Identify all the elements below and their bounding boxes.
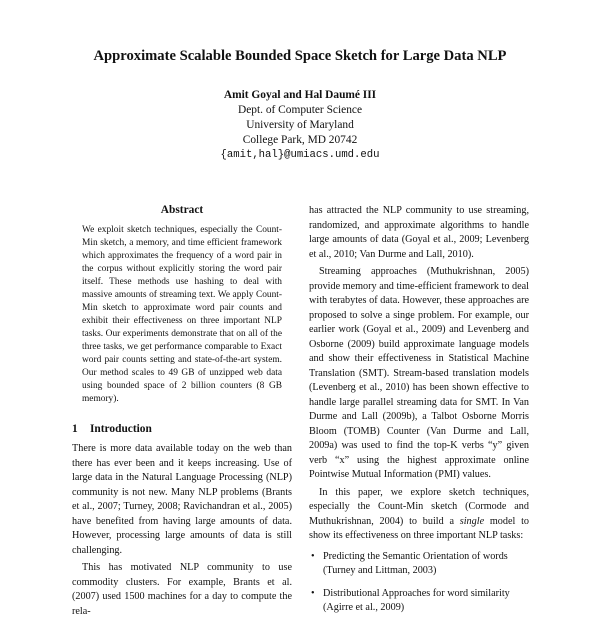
this-paper-paragraph (309, 486, 529, 544)
left-column (72, 204, 292, 619)
section-title: Introduction (90, 423, 152, 435)
section-heading-introduction (72, 423, 292, 435)
paragraph-continued: has attracted the NLP community to use streaming, randomized, and approximate algorithms to handle large amounts of data (Goyal et al., 2009; Levenberg et al., 2010; Van Durme and Lall, 2010). (309, 205, 529, 260)
task-list-item (309, 550, 529, 579)
task-title: Distributional Approaches for word similarity (323, 587, 510, 599)
task-list (309, 550, 529, 616)
this-paper-text-b: model to show its effectiveness on three important NLP tasks: (309, 515, 529, 541)
affiliation-university: University of Maryland (246, 119, 354, 131)
section-number: 1 (72, 423, 78, 435)
author-email: {amit,hal}@umiacs.umd.edu (220, 149, 380, 161)
paper-title: Approximate Scalable Bounded Space Sketch for Large Data NLP (93, 48, 507, 64)
task-citation: (Agirre et al., 2009) (323, 602, 405, 613)
right-column (309, 204, 529, 624)
author-names: Amit Goyal and Hal Daumé III (223, 89, 377, 101)
intro-paragraph-1: There is more data available today on the web than there has ever been and it keeps increasing. Use of large data in the Natural Language Processing (NLP) community is not new. Many NLP problems (Brants et al., 2007; Turney, 2008; Ravichandran et al., 2005) have benefited from having large amounts of data. However, processing large amounts of data is still challenging. (72, 443, 292, 556)
task-title: Predicting the Semantic Orientation of words (323, 550, 508, 562)
task-list-item (309, 587, 529, 616)
affiliation-dept: Dept. of Computer Science (238, 104, 362, 116)
task-citation: (Turney and Littman, 2003) (323, 565, 437, 576)
intro-paragraph-2: This has motivated NLP community to use commodity clusters. For example, Brants et al. (2007) used 1500 machines for a day to compute the rela- (72, 562, 292, 617)
affiliation-address: College Park, MD 20742 (242, 134, 358, 146)
bullet-icon: • (311, 587, 315, 599)
author-block (0, 88, 600, 163)
bullet-icon: • (311, 550, 315, 562)
single-emphasis: single (459, 515, 485, 527)
this-paper-text-a: In this paper, we explore sketch techniques, especially the Count-Min sketch (Cormode and Muthukrishnan, 2004) to build a (309, 486, 529, 527)
streaming-paragraph: Streaming approaches (Muthukrishnan, 2005) provide memory and time-efficient framework to deal with terabytes of data. However, these approaches are proposed to solve a singe problem. For example, our earlier work (Goyal et al., 2009) and Levenberg and Osborne (2009) build approximate language models and show their effectiveness in Statistical Machine Translation (SMT). Stream-based translation models (Levenberg et al., 2010) has been shown effective to handle large parallel streaming data for SMT. In Van Durme and Lall (2009b), a Talbot Osborne Morris Bloom (TOMB) Counter (Van Durme and Lall, 2009a) was used to find the top-K verbs “y” given verb “x” using the highest approximate online Pointwise Mutual Information (PMI) values. (309, 266, 529, 480)
abstract-heading: Abstract (160, 204, 204, 216)
abstract-text: We exploit sketch techniques, especially the Count-Min sketch, a memory, and time efficient framework which approximates the frequency of a word pair in the corpus without explicitly storing the word pair itself. These methods use hashing to deal with massive amounts of streaming text. We apply Count-Min sketch to approximate word pair counts and exhibit their effectiveness on three important NLP tasks. Our experiments demonstrate that on all of the three tasks, we get performance comparable to Exact word pair counts setting and state-of-the-art system. Our method scales to 49 GB of unzipped web data using bounded space of 2 billion counters (8 GB memory). (82, 225, 282, 404)
